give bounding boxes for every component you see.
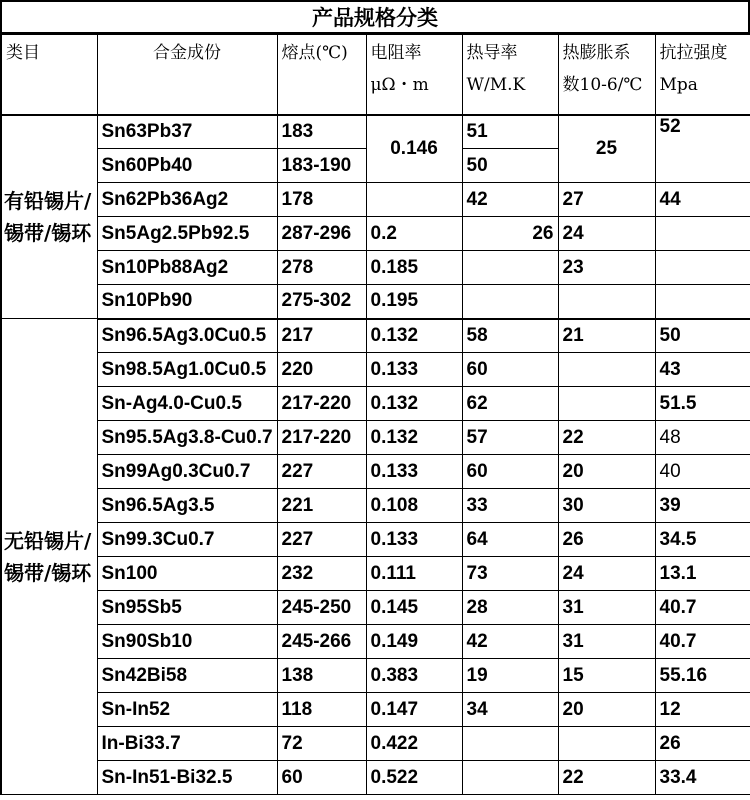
- cell-melting: 217-220: [277, 421, 366, 455]
- cell-expansion: 22: [558, 421, 655, 455]
- header-strength-label: 抗拉强度: [659, 43, 728, 63]
- cell-strength: 33.4: [655, 761, 750, 795]
- cell-melting: 183: [277, 115, 366, 149]
- category-lead-free: [1, 319, 97, 795]
- category-line1: 有铅锡片/: [4, 188, 92, 213]
- header-strength: [655, 35, 750, 115]
- cell-expansion: [558, 353, 655, 387]
- cell-melting: 72: [277, 727, 366, 761]
- cell-strength: 34.5: [655, 523, 750, 557]
- cell-alloy: Sn99Ag0.3Cu0.7: [97, 455, 277, 489]
- cell-expansion: 23: [558, 251, 655, 285]
- cell-conductivity: 19: [462, 659, 558, 693]
- cell-resistivity: [366, 183, 462, 217]
- cell-strength: 43: [655, 353, 750, 387]
- cell-expansion: 30: [558, 489, 655, 523]
- table-title: 产品规格分类: [0, 0, 750, 34]
- cell-expansion: [558, 727, 655, 761]
- cell-expansion: 27: [558, 183, 655, 217]
- cell-conductivity: [462, 285, 558, 319]
- cell-alloy: Sn96.5Ag3.0Cu0.5: [97, 319, 277, 353]
- cell-alloy: Sn-In51-Bi32.5: [97, 761, 277, 795]
- cell-alloy: Sn-Ag4.0-Cu0.5: [97, 387, 277, 421]
- cell-resistivity: 0.132: [366, 319, 462, 353]
- cell-resistivity: 0.383: [366, 659, 462, 693]
- cell-expansion: 15: [558, 659, 655, 693]
- cell-expansion: 31: [558, 625, 655, 659]
- table-row: [1, 319, 750, 353]
- header-resistivity: [366, 35, 462, 115]
- cell-alloy: In-Bi33.7: [97, 727, 277, 761]
- category-line2: 锡带/锡环: [4, 220, 92, 245]
- cell-melting: 217-220: [277, 387, 366, 421]
- cell-conductivity: 58: [462, 319, 558, 353]
- cell-alloy: Sn90Sb10: [97, 625, 277, 659]
- cell-alloy: Sn100: [97, 557, 277, 591]
- cell-strength: 13.1: [655, 557, 750, 591]
- table-row: [1, 727, 750, 761]
- header-row: [1, 35, 750, 115]
- cell-expansion: [558, 285, 655, 319]
- table-row: [1, 251, 750, 285]
- cell-strength: 50: [655, 319, 750, 353]
- cell-expansion: [558, 387, 655, 421]
- cell-resistivity: 0.132: [366, 387, 462, 421]
- cell-strength: 40.7: [655, 591, 750, 625]
- cell-expansion: 20: [558, 693, 655, 727]
- cell-alloy: Sn63Pb37: [97, 115, 277, 149]
- table-row: [1, 489, 750, 523]
- table-row: [1, 387, 750, 421]
- cell-strength: 40: [655, 455, 750, 489]
- table-row: [1, 285, 750, 319]
- cell-melting: 245-250: [277, 591, 366, 625]
- table-row: [1, 591, 750, 625]
- cell-melting: 245-266: [277, 625, 366, 659]
- category-leaded: [1, 115, 97, 319]
- cell-conductivity: [462, 251, 558, 285]
- cell-alloy: Sn96.5Ag3.5: [97, 489, 277, 523]
- cell-expansion: 25: [558, 115, 655, 183]
- cell-alloy: Sn42Bi58: [97, 659, 277, 693]
- cell-melting: 221: [277, 489, 366, 523]
- cell-resistivity: 0.133: [366, 455, 462, 489]
- table-row: [1, 659, 750, 693]
- cell-conductivity: 64: [462, 523, 558, 557]
- header-category: 类目: [1, 35, 97, 115]
- header-melting: 熔点(℃): [277, 35, 366, 115]
- cell-alloy: Sn5Ag2.5Pb92.5: [97, 217, 277, 251]
- cell-resistivity: 0.149: [366, 625, 462, 659]
- cell-expansion: 24: [558, 217, 655, 251]
- cell-alloy: Sn99.3Cu0.7: [97, 523, 277, 557]
- cell-strength: 48: [655, 421, 750, 455]
- cell-conductivity: [462, 761, 558, 795]
- cell-melting: 183-190: [277, 149, 366, 183]
- cell-melting: 287-296: [277, 217, 366, 251]
- cell-resistivity: 0.195: [366, 285, 462, 319]
- table-row: [1, 115, 750, 149]
- cell-resistivity: 0.146: [366, 115, 462, 183]
- cell-strength: 40.7: [655, 625, 750, 659]
- spec-table: [0, 34, 750, 795]
- cell-conductivity: 28: [462, 591, 558, 625]
- header-conductivity-unit: W/M.K: [466, 75, 526, 95]
- cell-melting: 60: [277, 761, 366, 795]
- cell-conductivity: 26: [462, 217, 558, 251]
- cell-strength: 44: [655, 183, 750, 217]
- table-row: [1, 353, 750, 387]
- cell-melting: 232: [277, 557, 366, 591]
- cell-alloy: Sn10Pb90: [97, 285, 277, 319]
- table-row: [1, 217, 750, 251]
- cell-strength: [655, 217, 750, 251]
- cell-melting: 118: [277, 693, 366, 727]
- cell-melting: 278: [277, 251, 366, 285]
- cell-alloy: Sn62Pb36Ag2: [97, 183, 277, 217]
- cell-conductivity: 73: [462, 557, 558, 591]
- cell-resistivity: 0.2: [366, 217, 462, 251]
- cell-resistivity: 0.133: [366, 353, 462, 387]
- cell-conductivity: 60: [462, 353, 558, 387]
- cell-alloy: Sn95Sb5: [97, 591, 277, 625]
- cell-melting: 217: [277, 319, 366, 353]
- cell-expansion: 24: [558, 557, 655, 591]
- table-row: [1, 693, 750, 727]
- header-expansion-unit: 数10-6/℃: [562, 75, 643, 95]
- header-resistivity-label: 电阻率: [370, 43, 422, 63]
- category-line1: 无铅锡片/: [4, 528, 92, 553]
- header-resistivity-unit: μΩ・m: [370, 75, 429, 95]
- cell-alloy: Sn-In52: [97, 693, 277, 727]
- cell-expansion: 26: [558, 523, 655, 557]
- cell-melting: 227: [277, 523, 366, 557]
- cell-resistivity: 0.522: [366, 761, 462, 795]
- cell-alloy: Sn60Pb40: [97, 149, 277, 183]
- cell-strength: 39: [655, 489, 750, 523]
- cell-resistivity: 0.111: [366, 557, 462, 591]
- cell-alloy: Sn10Pb88Ag2: [97, 251, 277, 285]
- cell-strength: 26: [655, 727, 750, 761]
- header-alloy: 合金成份: [97, 35, 277, 115]
- cell-resistivity: 0.133: [366, 523, 462, 557]
- cell-strength: 12: [655, 693, 750, 727]
- cell-resistivity: 0.132: [366, 421, 462, 455]
- cell-resistivity: 0.147: [366, 693, 462, 727]
- cell-melting: 138: [277, 659, 366, 693]
- cell-resistivity: 0.422: [366, 727, 462, 761]
- cell-conductivity: 34: [462, 693, 558, 727]
- cell-alloy: Sn95.5Ag3.8-Cu0.7: [97, 421, 277, 455]
- cell-melting: 220: [277, 353, 366, 387]
- header-expansion: [558, 35, 655, 115]
- category-line2: 锡带/锡环: [4, 560, 92, 585]
- cell-alloy: Sn98.5Ag1.0Cu0.5: [97, 353, 277, 387]
- cell-expansion: 21: [558, 319, 655, 353]
- cell-conductivity: 42: [462, 625, 558, 659]
- cell-strength: 52: [655, 115, 750, 183]
- table-row: [1, 557, 750, 591]
- cell-conductivity: 42: [462, 183, 558, 217]
- header-expansion-label: 热膨胀系: [562, 43, 631, 63]
- cell-resistivity: 0.185: [366, 251, 462, 285]
- cell-conductivity: 60: [462, 455, 558, 489]
- table-row: [1, 625, 750, 659]
- cell-strength: [655, 285, 750, 319]
- cell-resistivity: 0.108: [366, 489, 462, 523]
- cell-melting: 178: [277, 183, 366, 217]
- cell-conductivity: 33: [462, 489, 558, 523]
- cell-conductivity: 57: [462, 421, 558, 455]
- cell-conductivity: [462, 727, 558, 761]
- cell-resistivity: 0.145: [366, 591, 462, 625]
- cell-conductivity: 51: [462, 115, 558, 149]
- cell-expansion: 20: [558, 455, 655, 489]
- header-conductivity: [462, 35, 558, 115]
- cell-strength: 55.16: [655, 659, 750, 693]
- table-row: [1, 761, 750, 795]
- header-strength-unit: Mpa: [659, 75, 698, 95]
- table-row: [1, 421, 750, 455]
- cell-melting: 275-302: [277, 285, 366, 319]
- cell-strength: 51.5: [655, 387, 750, 421]
- header-conductivity-label: 热导率: [466, 43, 518, 63]
- cell-conductivity: 62: [462, 387, 558, 421]
- cell-conductivity: 50: [462, 149, 558, 183]
- cell-expansion: 31: [558, 591, 655, 625]
- cell-strength: [655, 251, 750, 285]
- table-row: [1, 183, 750, 217]
- table-row: [1, 455, 750, 489]
- cell-expansion: 22: [558, 761, 655, 795]
- cell-melting: 227: [277, 455, 366, 489]
- table-row: [1, 523, 750, 557]
